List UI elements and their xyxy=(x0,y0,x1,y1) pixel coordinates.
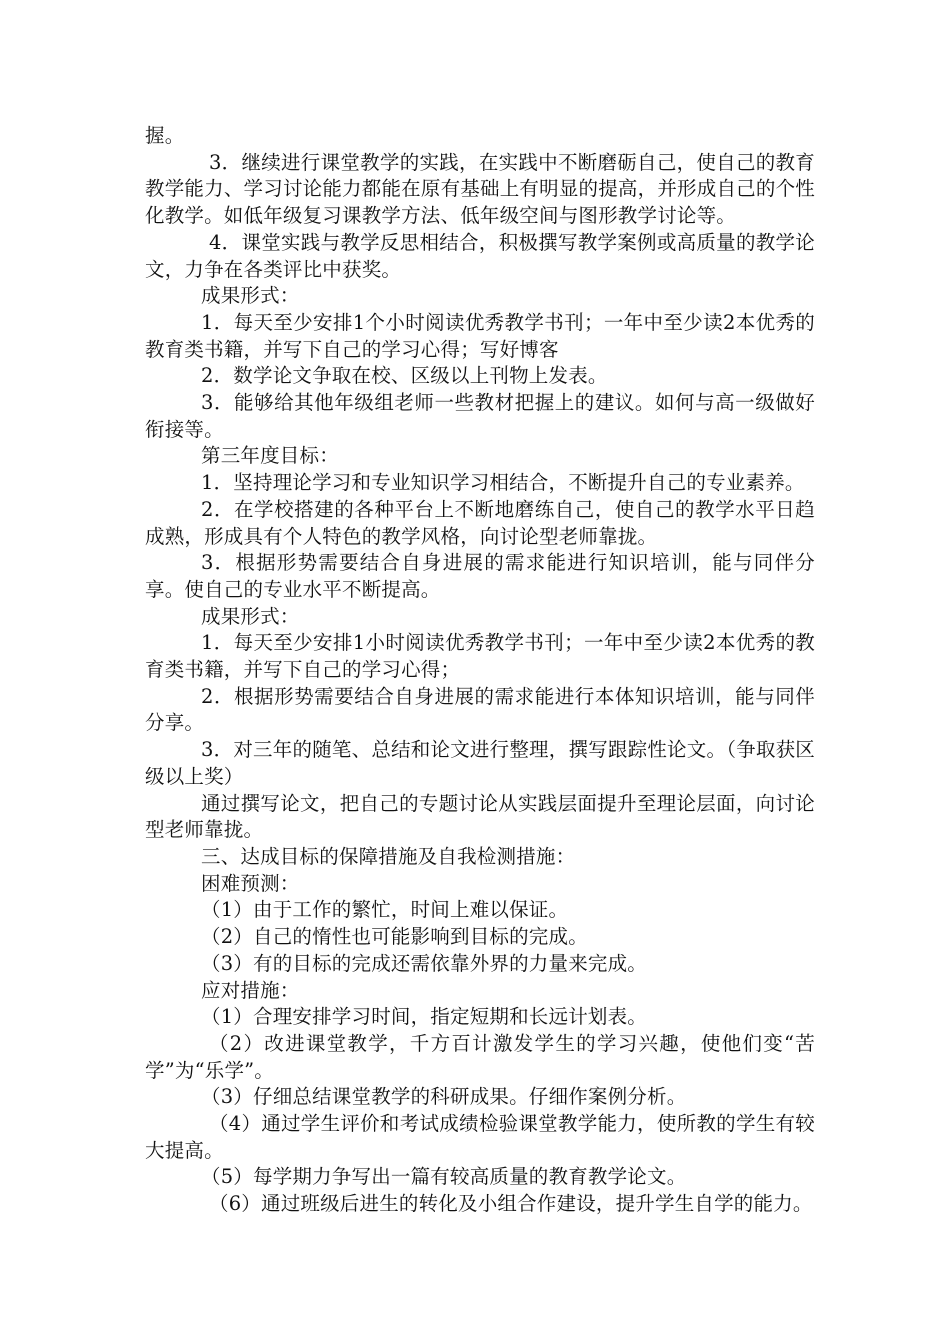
paragraph: 1．每天至少安排1个小时阅读优秀教学书刊；一年中至少读2本优秀的教育类书籍，并写下自己的学习心得；写好博客 xyxy=(145,310,815,361)
paragraph: 1．坚持理论学习和专业知识学习相结合，不断提升自己的专业素养。 xyxy=(201,471,805,495)
section-label: 成果形式： xyxy=(201,284,300,308)
paragraph: 4．课堂实践与教学反思相结合，积极撰写教学案例或高质量的教学论文，力争在各类评比中获奖。 xyxy=(145,230,815,281)
list-item: （3）有的目标的完成还需依靠外界的力量来完成。 xyxy=(201,951,648,975)
list-item: （1）合理安排学习时间，指定短期和长远计划表。 xyxy=(201,1005,648,1029)
list-item: （2）改进课堂教学，千方百计激发学生的学习兴趣，使他们变“苦学”为“乐学”。 xyxy=(145,1031,815,1082)
document-body xyxy=(145,123,815,1218)
section-label: 困难预测： xyxy=(201,871,300,895)
paragraph: 2．数学论文争取在校、区级以上刊物上发表。 xyxy=(201,364,608,388)
list-item: （5）每学期力争写出一篇有较高质量的教育教学论文。 xyxy=(201,1165,687,1189)
section-label: 应对措施： xyxy=(201,978,300,1002)
list-item: （2）自己的惰性也可能影响到目标的完成。 xyxy=(201,925,588,949)
paragraph: 3．继续进行课堂教学的实践，在实践中不断磨砺自己，使自己的教育教学能力、学习讨论能力都能在原有基础上有明显的提高，并形成自己的个性化教学。如低年级复习课教学方法、低年级空间与图形教学讨论等。 xyxy=(145,150,815,228)
paragraph: 3．根据形势需要结合自身进展的需求能进行知识培训，能与同伴分享。使自己的专业水平不断提高。 xyxy=(145,551,815,601)
section-label: 成果形式： xyxy=(201,604,300,628)
list-item: （4）通过学生评价和考试成绩检验课堂教学能力，使所教的学生有较大提高。 xyxy=(145,1112,815,1162)
paragraph: 1．每天至少安排1小时阅读优秀教学书刊；一年中至少读2本优秀的教育类书籍，并写下自己的学习心得； xyxy=(145,631,815,682)
section-label: 第三年度目标： xyxy=(201,444,339,468)
paragraph: 3．能够给其他年级组老师一些教材把握上的建议。如何与高一级做好衔接等。 xyxy=(145,391,815,441)
list-item: （3）仔细总结课堂教学的科研成果。仔细作案例分析。 xyxy=(201,1085,687,1109)
paragraph: 2．在学校搭建的各种平台上不断地磨练自己，使自己的教学水平日趋成熟，形成具有个人特色的教学风格，向讨论型老师靠拢。 xyxy=(145,497,815,548)
list-item: （1）由于工作的繁忙，时间上难以保证。 xyxy=(201,898,569,922)
paragraph: 3．对三年的随笔、总结和论文进行整理，撰写跟踪性论文。（争取获区级以上奖） xyxy=(145,738,815,788)
paragraph: 2．根据形势需要结合自身进展的需求能进行本体知识培训，能与同伴分享。 xyxy=(145,684,815,735)
paragraph: 握。 xyxy=(145,124,185,147)
paragraph: 通过撰写论文，把自己的专题讨论从实践层面提升至理论层面，向讨论型老师靠拢。 xyxy=(145,791,815,842)
section-heading: 三、达成目标的保障措施及自我检测措施： xyxy=(201,844,576,868)
list-item: （6）通过班级后进生的转化及小组合作建设，提升学生自学的能力。 xyxy=(209,1192,813,1216)
